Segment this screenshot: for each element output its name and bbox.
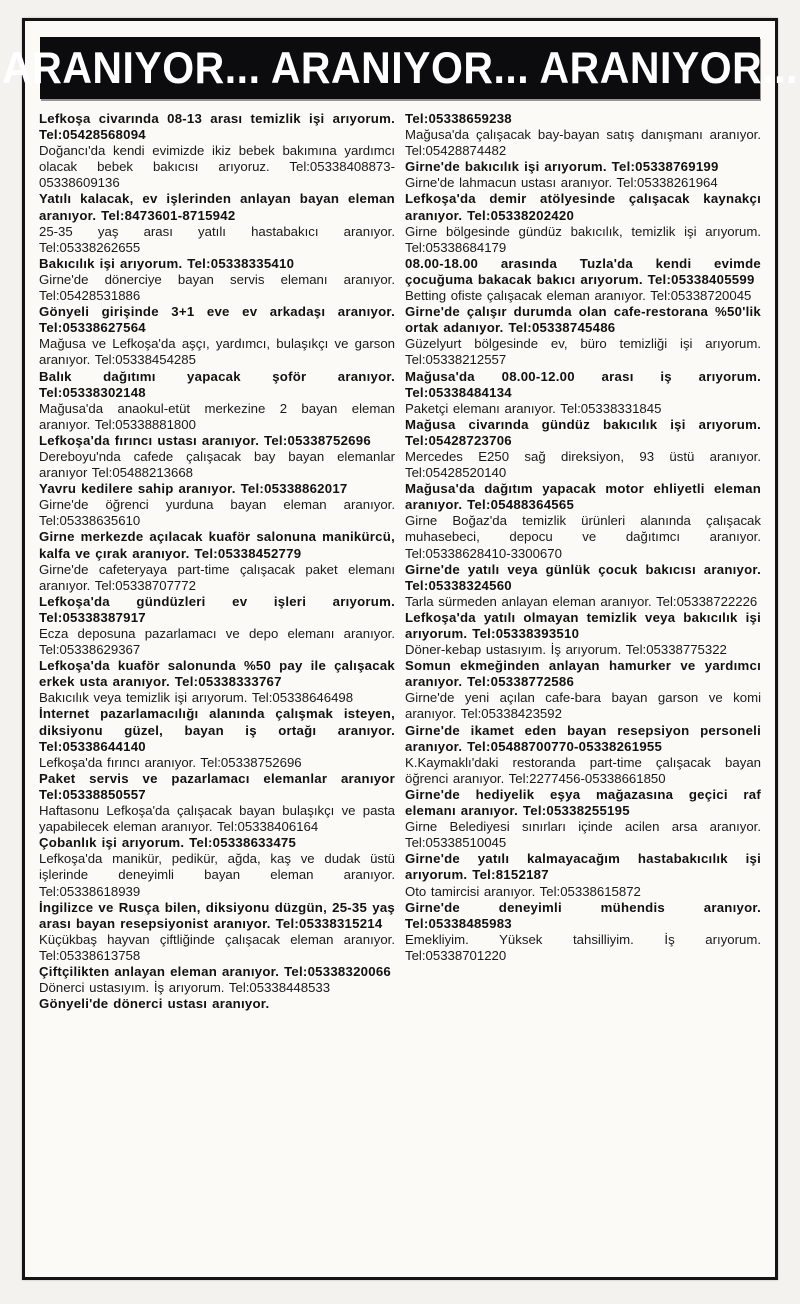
classified-ad: Lefkoşa'da fırıncı aranıyor. Tel:05338752696 <box>39 754 302 770</box>
classified-ad: Girne'de yatılı kalmayacağım hastabakıcılık işi arıyorum. Tel:8152187 <box>405 851 761 883</box>
classified-ad: İnternet pazarlamacılığı alanında çalışmak isteyen, diksiyonu güzel, bayan iş ortağı aranıyor. Tel:05338644140 <box>39 706 395 754</box>
classified-ad: K.Kaymaklı'daki restoranda part-time çalışacak bayan öğrenci aranıyor. Tel:2277456-05338661850 <box>405 754 761 786</box>
right-column <box>405 111 761 1012</box>
classified-ad: Mercedes E250 sağ direksiyon, 93 üstü aranıyor. Tel:05428520140 <box>405 448 761 481</box>
classified-ad: Dereboyu'nda cafede çalışacak bay bayan elemanlar aranıyor Tel:05488213668 <box>39 448 395 481</box>
classified-ad: Girne'de bakıcılık işi arıyorum. Tel:05338769199 <box>405 159 719 175</box>
classified-ad: Girne'de yeni açılan cafe-bara bayan garson ve komi aranıyor. Tel:05338423592 <box>405 690 761 722</box>
classified-ad: Bakıcılık veya temizlik işi arıyorum. Tel:05338646498 <box>39 690 354 706</box>
classified-ad: Haftasonu Lefkoşa'da çalışacak bayan bulaşıkçı ve pasta yapabilecek eleman aranıyor. Tel:05338406164 <box>39 803 395 835</box>
classified-ad: Mağusa'da çalışacak bay-bayan satış danışmanı aranıyor. Tel:05428874482 <box>405 127 761 159</box>
classified-ad: Küçükbaş hayvan çiftliğinde çalışacak eleman aranıyor. Tel:05338613758 <box>39 931 395 963</box>
classified-ad: Girne'de ikamet eden bayan resepsiyon personeli aranıyor. Tel:05488700770-05338261955 <box>405 722 761 754</box>
classified-ad: Girne'de deneyimli mühendis aranıyor. Tel:05338485983 <box>405 899 761 931</box>
left-column <box>39 111 395 1012</box>
classified-ad: İngilizce ve Rusça bilen, diksiyonu düzgün, 25-35 yaş arası bayan resepsiyonist aranıyor. Tel:05338315214 <box>39 899 395 931</box>
classified-ad: Bakıcılık işi arıyorum. Tel:05338335410 <box>39 255 295 271</box>
classified-ad: Girne'de lahmacun ustası aranıyor. Tel:05338261964 <box>405 175 718 191</box>
classified-ad: 08.00-18.00 arasında Tuzla'da kendi evimde çocuğuma bakacak bakıcı arıyorum. Tel:05338405599 <box>405 255 761 287</box>
page-frame <box>2 18 798 1280</box>
classified-ad: Lefkoşa'da kuaför salonunda %50 pay ile çalışacak erkek usta aranıyor. Tel:05338333767 <box>39 658 395 690</box>
classified-ad: Mağusa'da dağıtım yapacak motor ehliyetli eleman aranıyor. Tel:05488364565 <box>405 481 761 513</box>
classified-ad: Betting ofiste çalışacak eleman aranıyor. Tel:05338720045 <box>405 288 752 304</box>
classified-ad: Girne'de dönerciye bayan servis elemanı aranıyor. Tel:05428531886 <box>39 271 395 304</box>
classified-ad: Lefkoşa civarında 08-13 arası temizlik işi arıyorum. Tel:05428568094 <box>39 111 395 143</box>
classified-ad: Girne Boğaz'da temizlik ürünleri alanında çalışacak muhasebeci, depocu ve dağıtımcı aranıyor. Tel:05338628410-3300670 <box>405 513 761 561</box>
classified-ad: Mağusa civarında gündüz bakıcılık işi arıyorum. Tel:05428723706 <box>405 416 761 448</box>
classified-ad: Yatılı kalacak, ev işlerinden anlayan bayan eleman aranıyor. Tel:8473601-8715942 <box>39 191 395 223</box>
classified-ad: Paket servis ve pazarlamacı elemanlar aranıyor Tel:05338850557 <box>39 770 395 802</box>
classified-ad: 25-35 yaş arası yatılı hastabakıcı aranıyor. Tel:05338262655 <box>39 223 395 255</box>
classified-ad: Balık dağıtımı yapacak şoför aranıyor. Tel:05338302148 <box>39 368 395 400</box>
classified-ad: Emekliyim. Yüksek tahsilliyim. İş arıyorum. Tel:05338701220 <box>405 931 761 963</box>
classified-ad: Güzelyurt bölgesinde ev, büro temizliği işi arıyorum. Tel:05338212557 <box>405 336 761 368</box>
classified-ad: Gönyeli'de dönerci ustası aranıyor. <box>39 996 270 1012</box>
classified-ad: Lefkoşa'da fırıncı ustası aranıyor. Tel:05338752696 <box>39 432 371 448</box>
classifieds-body <box>25 111 775 1012</box>
classified-ad: Lefkoşa'da gündüzleri ev işleri arıyorum. Tel:05338387917 <box>39 593 395 625</box>
classified-ad: Girne'de yatılı veya günlük çocuk bakıcısı aranıyor. Tel:05338324560 <box>405 561 761 593</box>
classified-ad: Dönerci ustasıyım. İş arıyorum. Tel:05338448533 <box>39 980 331 996</box>
classified-ad: Doğancı'da kendi evimizde ikiz bebek bakımına yardımcı olacak bebek bakıcısı arıyoruz. Tel:05338408873-05338609136 <box>39 143 395 191</box>
classified-ad: Döner-kebap ustasıyım. İş arıyorum. Tel:05338775322 <box>405 642 727 658</box>
classified-ad: Girne Belediyesi sınırları içinde acilen arsa aranıyor. Tel:05338510045 <box>405 819 761 851</box>
classified-ad: Girne'de öğrenci yurduna bayan eleman aranıyor. Tel:05338635610 <box>39 497 395 529</box>
classified-ad: Ecza deposuna pazarlamacı ve depo elemanı aranıyor. Tel:05338629367 <box>39 626 395 658</box>
classified-ad: Lefkoşa'da manikür, pedikür, ağda, kaş ve dudak üstü işlerinde deneyimli bayan eleman aranıyor. Tel:05338618939 <box>39 851 395 899</box>
classified-ad: Tel:05338659238 <box>405 111 512 126</box>
classified-ad: Girne'de cafeteryaya part-time çalışacak paket elemanı aranıyor. Tel:05338707772 <box>39 561 395 593</box>
classified-ad: Mağusa ve Lefkoşa'da aşçı, yardımcı, bulaşıkçı ve garson aranıyor. Tel:05338454285 <box>39 336 395 368</box>
classified-ad: Girne'de hediyelik eşya mağazasına geçici raf elemanı aranıyor. Tel:05338255195 <box>405 786 761 819</box>
classified-ad: Mağusa'da anaokul-etüt merkezine 2 bayan eleman aranıyor. Tel:05338881800 <box>39 400 395 432</box>
classified-ad: Yavru kedilere sahip aranıyor. Tel:05338862017 <box>39 481 348 497</box>
page-title: ARANIYOR... ARANIYOR... ARANIYOR... <box>2 42 798 93</box>
classified-ad: Girne merkezde açılacak kuaför salonuna manikürcü, kalfa ve çırak aranıyor. Tel:05338452779 <box>39 529 395 561</box>
classified-ad: Girne'de çalışır durumda olan cafe-restorana %50'lik ortak adanıyor. Tel:05338745486 <box>405 304 761 336</box>
classified-ad: Tarla sürmeden anlayan eleman aranıyor. Tel:05338722226 <box>405 593 758 609</box>
classified-ad: Mağusa'da 08.00-12.00 arası iş arıyorum. Tel:05338484134 <box>405 368 761 400</box>
classified-ad: Çobanlık işi arıyorum. Tel:05338633475 <box>39 835 297 851</box>
classified-ad: Gönyeli girişinde 3+1 eve ev arkadaşı aranıyor. Tel:05338627564 <box>39 304 395 336</box>
classified-ad: Somun ekmeğinden anlayan hamurker ve yardımcı aranıyor. Tel:05338772586 <box>405 658 761 690</box>
classified-ad: Girne bölgesinde gündüz bakıcılık, temizlik işi arıyorum. Tel:05338684179 <box>405 223 761 255</box>
headline-banner <box>2 37 798 99</box>
classified-ad: Lefkoşa'da demir atölyesinde çalışacak kaynakçı aranıyor. Tel:05338202420 <box>405 191 761 223</box>
classified-ad: Oto tamircisi aranıyor. Tel:05338615872 <box>405 883 641 899</box>
classified-ad: Lefkoşa'da yatılı olmayan temizlik veya bakıcılık işi arıyorum. Tel:05338393510 <box>405 609 761 641</box>
classified-ad: Paketçi elemanı aranıyor. Tel:05338331845 <box>405 400 662 416</box>
classified-ad: Çiftçilikten anlayan eleman aranıyor. Tel:05338320066 <box>39 963 391 979</box>
